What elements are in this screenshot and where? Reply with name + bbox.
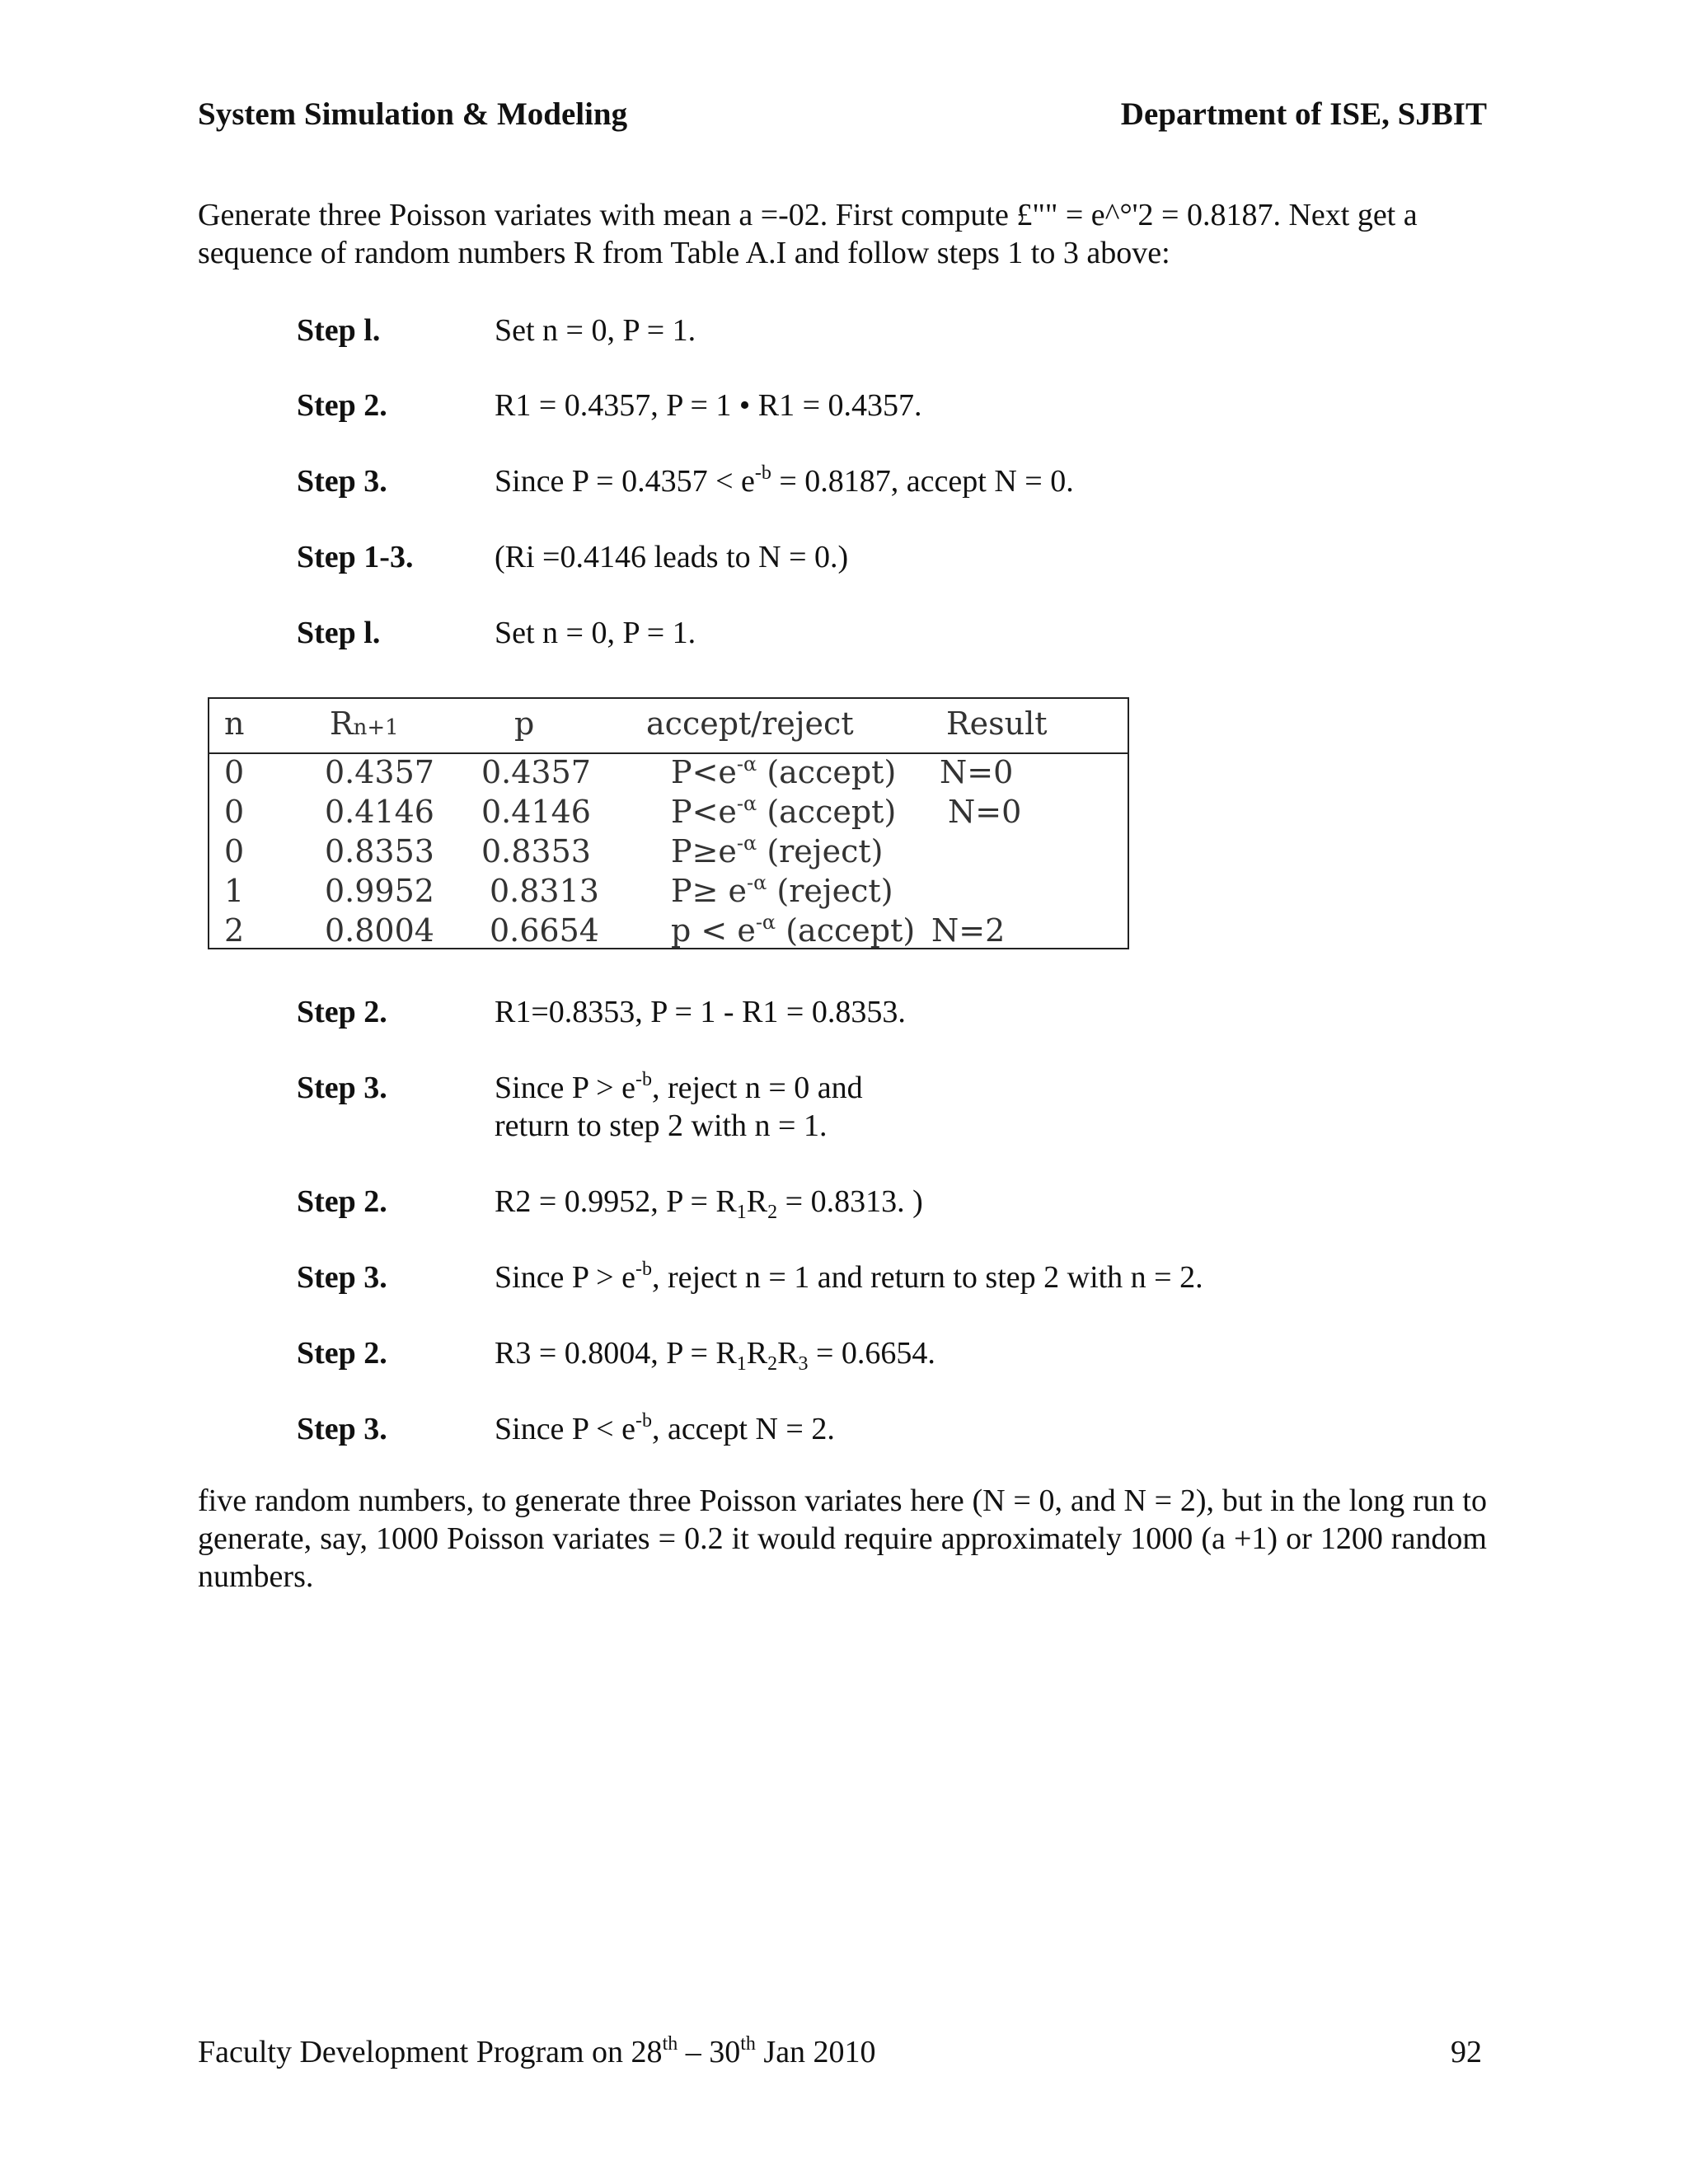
poisson-table [208, 697, 1129, 949]
step-text: R3 = 0.8004, $P = R_1R_2R_3 = 0.6654$. [495, 1336, 935, 1375]
table-cell-r: 0.4357 [325, 754, 434, 790]
table-cell-condition: $P\ge e^{-\alpha}$ (reject) [671, 871, 893, 909]
table-cell-p: 0.6654 [490, 912, 599, 949]
table-cell-n: 0 [224, 794, 245, 830]
table-cell-p: 0.8313 [490, 873, 599, 909]
table-header-r: Rn+1 [330, 705, 399, 742]
exponent: -b [635, 1258, 652, 1280]
step-text: Since $P > e^{-b}$, reject n = 1 and return to step 2 with n = 2. [495, 1258, 1203, 1295]
step-label: Step 3. [297, 1412, 387, 1446]
table-cell-condition: $p < e^{-\alpha}$ (accept) [671, 911, 916, 949]
footer-program: Faculty Development Program on 28th – 30th Jan 2010 [198, 2033, 876, 2069]
table-cell-p: 0.4357 [481, 754, 591, 790]
table-header-result: Result [946, 705, 1048, 742]
step-text: Since $P < e^{-b}$, accept N = 2. [495, 1410, 835, 1446]
step-text: R1 = 0.4357, P = 1 • R1 = 0.4357. [495, 388, 922, 423]
table-cell-p: 0.8353 [481, 833, 591, 869]
step-text-continued: return to step 2 with n = 1. [495, 1108, 828, 1143]
table-cell-p: 0.4146 [481, 794, 591, 830]
table-cell-result: N=2 [931, 912, 1006, 949]
step-text: Set n = 0, P = 1. [495, 616, 696, 650]
exponent: -b [635, 1410, 652, 1432]
header-department: Department of ISE, SJBIT [1120, 96, 1487, 132]
step-label: Step 2. [297, 1184, 387, 1219]
step-text: Since $P = 0.4357 < e^{-b} = 0.8187$, accept N = 0. [495, 462, 1074, 499]
table-cell-n: 2 [224, 912, 245, 949]
exponent: -b [754, 462, 771, 484]
table-cell-r: 0.8353 [325, 833, 434, 869]
header-course-title: System Simulation & Modeling [198, 96, 628, 132]
step-text: R1=0.8353, P = 1 - R1 = 0.8353. [495, 995, 906, 1029]
step-label: Step l. [297, 616, 381, 650]
exponent: -b [635, 1069, 652, 1090]
table-header-p: p [514, 705, 535, 742]
step-label: Step 3. [297, 1071, 387, 1105]
table-cell-result: N=0 [940, 754, 1014, 790]
table-cell-r: 0.4146 [325, 794, 434, 830]
step-label: Step 2. [297, 1336, 387, 1371]
intro-paragraph: Generate three Poisson variates with mean a =-02. First compute £"" = e^°'2 = 0.8187. Next get a sequence of random numbers R from Table A.I and follow steps 1 to 3 above: [198, 198, 1418, 270]
table-header-n: n [224, 705, 245, 742]
table-cell-result: N=0 [948, 794, 1022, 830]
table-header-accept-reject: accept/reject [646, 705, 854, 742]
table-cell-condition: $P<e^{-\alpha}$ (accept) [671, 792, 897, 830]
table-cell-n: 0 [224, 754, 245, 790]
table-cell-n: 0 [224, 833, 245, 869]
step-text: (Ri =0.4146 leads to N = 0.) [495, 540, 849, 574]
step-label: Step 3. [297, 464, 387, 499]
page-number: 92 [1451, 2035, 1482, 2069]
table-cell-r: 0.8004 [325, 912, 434, 949]
table-header [209, 699, 1128, 754]
step-label: Step 2. [297, 995, 387, 1029]
table-cell-condition: $P\ge e^{-\alpha}$ (reject) [671, 832, 884, 869]
closing-paragraph: five random numbers, to generate three Poisson variates here (N = 0, and N = 2), but in the long run to generate, say, 1000 Poisson variates = 0.2 it would require approximately 1000 (a +1) or 1200 random numbers. [198, 1483, 1487, 1594]
step-text: R2 = 0.9952, $P = R_1R_2 = 0.8313$. ) [495, 1184, 923, 1223]
step-label: Step 2. [297, 388, 387, 423]
table-cell-condition: $P<e^{-\alpha}$ (accept) [671, 752, 897, 790]
table-cell-n: 1 [224, 873, 245, 909]
step-text: Set n = 0, P = 1. [495, 313, 696, 348]
step-label: Step 3. [297, 1260, 387, 1295]
table-cell-r: 0.9952 [325, 873, 434, 909]
step-label: Step l. [297, 313, 381, 348]
step-label: Step 1-3. [297, 540, 414, 574]
step-text: Since $P > e^{-b}$, reject n = 0 and [495, 1069, 863, 1105]
